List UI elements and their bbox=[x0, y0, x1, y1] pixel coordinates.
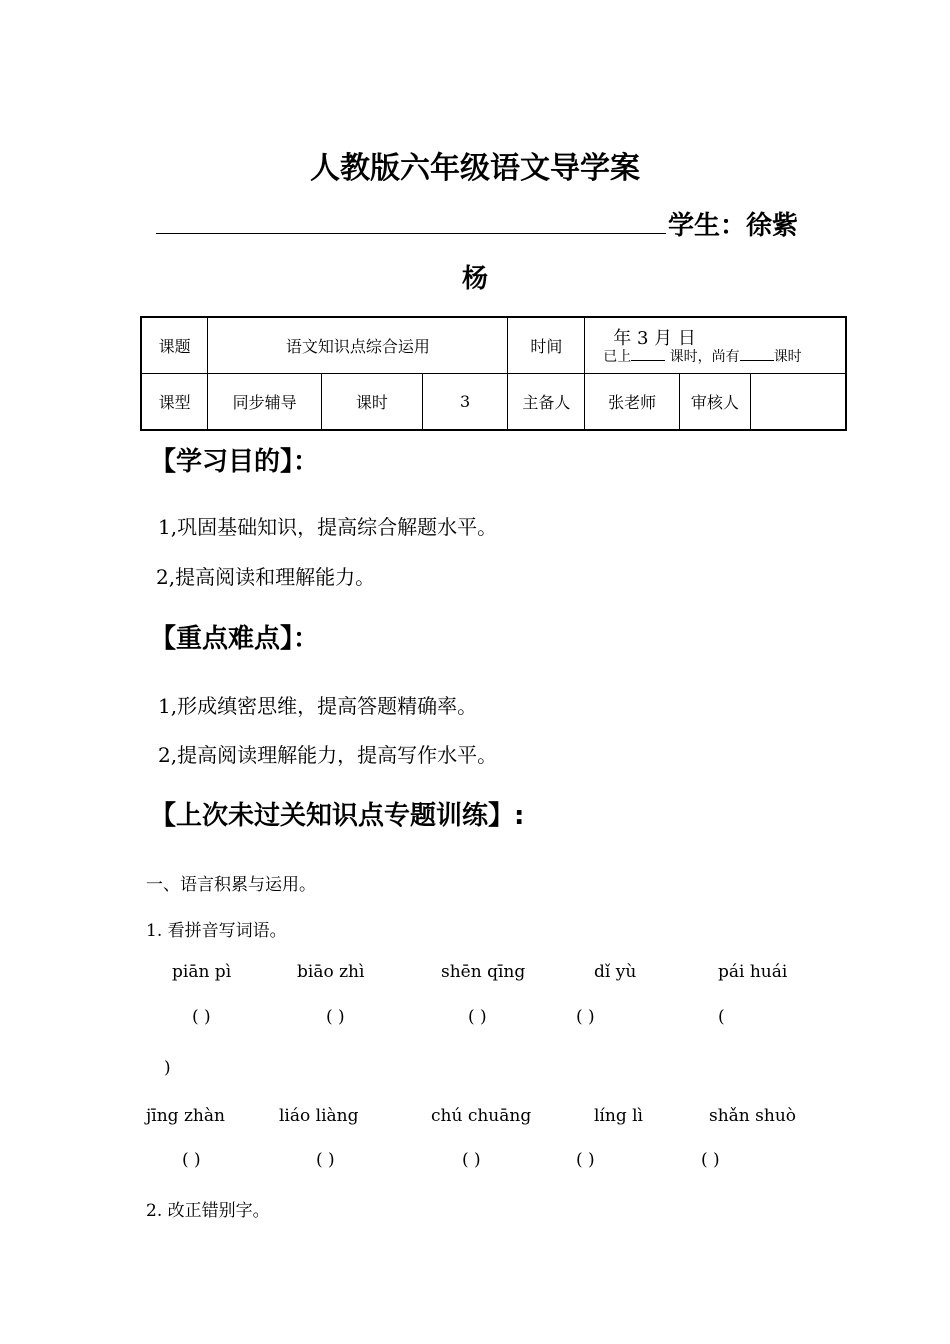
pinyin-4: dǐ yù bbox=[594, 962, 637, 982]
answer-blank-7[interactable]: ( ) bbox=[316, 1150, 335, 1170]
time-value bbox=[585, 317, 846, 373]
answer-blank-10[interactable]: ( ) bbox=[701, 1150, 720, 1170]
type-value: 同步辅导 bbox=[208, 373, 322, 430]
time-done-prefix: 已上 bbox=[603, 349, 632, 365]
student-underline bbox=[156, 233, 666, 234]
time-progress bbox=[603, 346, 801, 366]
answer-blank-1[interactable]: ( ) bbox=[192, 1007, 211, 1027]
hours-label: 课时 bbox=[322, 373, 423, 430]
key-item-1: 1,形成缜密思维，提高答题精确率。 bbox=[158, 694, 478, 718]
pinyin-9: líng lì bbox=[594, 1106, 643, 1126]
preparer-value: 张老师 bbox=[585, 373, 680, 430]
answer-blank-2[interactable]: ( ) bbox=[326, 1007, 345, 1027]
pinyin-7: liáo liàng bbox=[279, 1106, 359, 1126]
goal-item-1: 1,巩固基础知识，提高综合解题水平。 bbox=[158, 515, 498, 539]
student-label: 学生：徐紫 bbox=[668, 211, 799, 241]
page-title: 人教版六年级语文导学案 bbox=[310, 151, 640, 186]
topic-label: 课题 bbox=[141, 317, 208, 373]
question-1: 1. 看拼音写词语。 bbox=[146, 921, 287, 941]
question-2: 2. 改正错别字。 bbox=[146, 1201, 270, 1221]
student-label-wrap: 杨 bbox=[462, 264, 489, 294]
answer-blank-3[interactable]: ( ) bbox=[468, 1007, 487, 1027]
pinyin-2: biāo zhì bbox=[297, 962, 365, 982]
pinyin-6: jīng zhàn bbox=[146, 1106, 225, 1126]
reviewer-label: 审核人 bbox=[679, 373, 750, 430]
answer-blank-5[interactable]: ( bbox=[718, 1007, 725, 1027]
section-heading-training: 【上次未过关知识点专题训练】: bbox=[150, 801, 525, 831]
time-done-suffix: 课时 bbox=[773, 349, 802, 365]
time-label: 时间 bbox=[508, 317, 585, 373]
goal-item-2: 2,提高阅读和理解能力。 bbox=[156, 565, 376, 589]
part-heading: 一、语言积累与运用。 bbox=[146, 875, 316, 895]
info-table bbox=[140, 316, 847, 431]
pinyin-5: pái huái bbox=[718, 962, 788, 982]
answer-blank-8[interactable]: ( ) bbox=[462, 1150, 481, 1170]
hours-value: 3 bbox=[422, 373, 508, 430]
time-date: 年 3 月 日 bbox=[613, 328, 696, 349]
reviewer-value bbox=[750, 373, 846, 430]
pinyin-10: shǎn shuò bbox=[709, 1106, 797, 1126]
time-done-mid: 课时，尚有 bbox=[665, 349, 740, 365]
answer-blank-9[interactable]: ( ) bbox=[576, 1150, 595, 1170]
pinyin-3: shēn qīng bbox=[441, 962, 526, 982]
answer-blank-6[interactable]: ( ) bbox=[182, 1150, 201, 1170]
blank-done bbox=[631, 348, 665, 361]
pinyin-1: piān pì bbox=[172, 962, 232, 982]
preparer-label: 主备人 bbox=[508, 373, 585, 430]
pinyin-8: chú chuāng bbox=[431, 1106, 532, 1126]
topic-value: 语文知识点综合运用 bbox=[208, 317, 508, 373]
section-heading-goals: 【学习目的】： bbox=[150, 447, 320, 477]
answer-blank-5-close: ) bbox=[164, 1058, 171, 1078]
answer-blank-4[interactable]: ( ) bbox=[576, 1007, 595, 1027]
section-heading-key-points: 【重点难点】： bbox=[150, 624, 320, 654]
blank-remaining bbox=[740, 348, 774, 361]
key-item-2: 2,提高阅读理解能力，提高写作水平。 bbox=[158, 743, 498, 767]
type-label: 课型 bbox=[141, 373, 208, 430]
